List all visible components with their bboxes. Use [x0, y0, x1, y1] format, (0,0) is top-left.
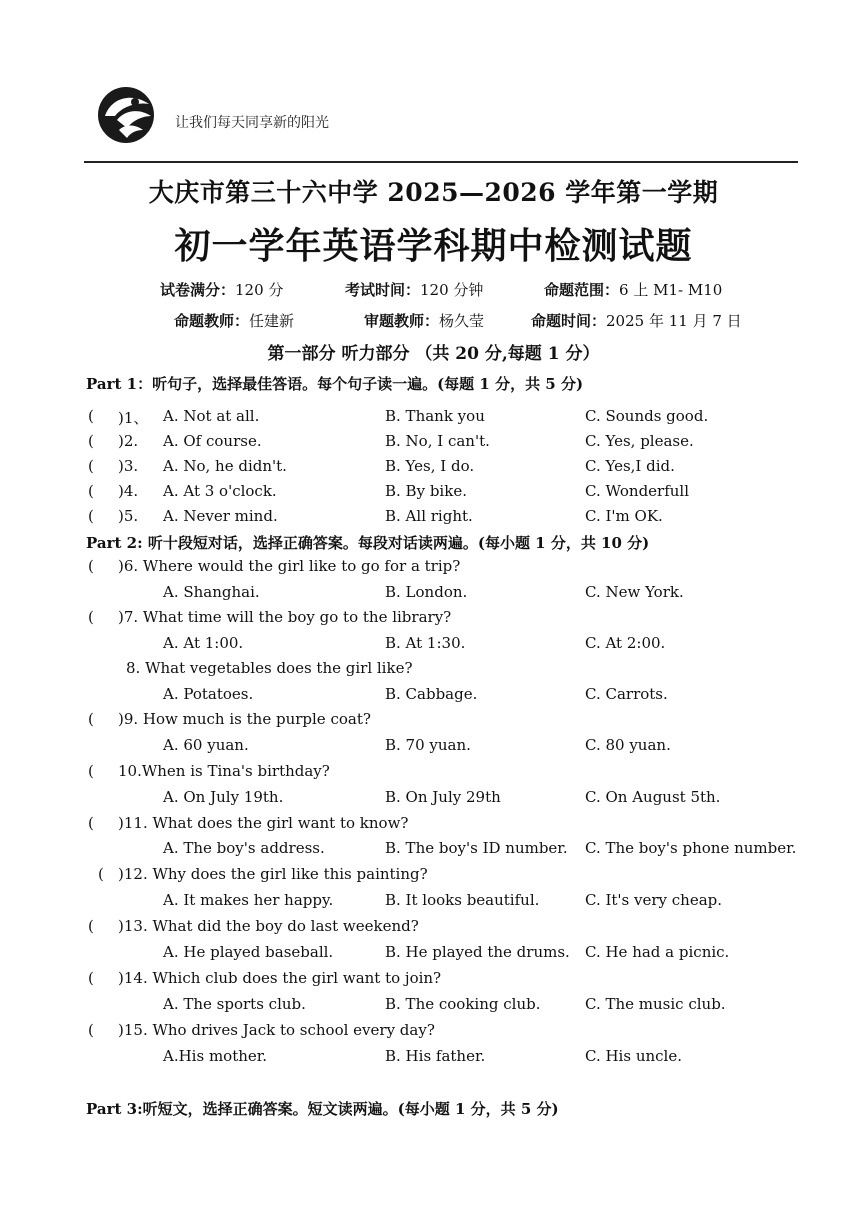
- answer-paren: (: [88, 407, 94, 425]
- option-c: C. It's very cheap.: [585, 891, 723, 909]
- options-row: [0, 634, 867, 656]
- question-number: )3.: [118, 457, 139, 475]
- options-row: [0, 995, 867, 1017]
- option-c: C. I'm OK.: [585, 507, 663, 525]
- exam-range-label: 命题范围：: [544, 281, 620, 299]
- option-b: B. London.: [385, 583, 468, 601]
- answer-paren: (: [88, 762, 94, 780]
- option-b: B. Yes, I do.: [385, 457, 475, 475]
- date-info: [531, 310, 742, 331]
- question-number: )2.: [118, 432, 139, 450]
- option-b: B. The cooking club.: [385, 995, 541, 1013]
- question-row: [0, 659, 867, 681]
- question-row: [0, 865, 867, 887]
- option-a: A. It makes her happy.: [163, 891, 334, 909]
- option-c: C. Wonderfull: [585, 482, 690, 500]
- option-a: A. The boy's address.: [163, 839, 325, 857]
- question-row: [0, 1021, 867, 1043]
- question-row: [0, 507, 867, 529]
- options-row: [0, 736, 867, 758]
- full-score-value: 120 分: [235, 281, 284, 299]
- full-score-label: 试卷满分：: [160, 281, 236, 299]
- exam-range-value: 6 上 M1- M10: [619, 281, 723, 299]
- question-text: 8. What vegetables does the girl like?: [126, 659, 413, 677]
- question-row: [0, 814, 867, 836]
- options-row: [0, 839, 867, 861]
- question-text: )12. Why does the girl like this painting?: [118, 865, 428, 883]
- answer-paren: (: [88, 969, 94, 987]
- option-c: C. On August 5th.: [585, 788, 721, 806]
- answer-paren: (: [88, 710, 94, 728]
- option-b: B. All right.: [385, 507, 473, 525]
- part2-heading: Part 2: 听十段短对话，选择正确答案。每段对话读两遍。(每小题 1 分，共 10 分): [86, 534, 650, 552]
- answer-paren: (: [88, 507, 94, 525]
- exam-time-info: [345, 279, 483, 300]
- option-c: C. Sounds good.: [585, 407, 709, 425]
- part3-heading: Part 3:听短文，选择正确答案。短文读两遍。(每小题 1 分，共 5 分): [86, 1100, 559, 1118]
- option-c: C. Yes,I did.: [585, 457, 675, 475]
- option-a: A. At 3 o'clock.: [163, 482, 277, 500]
- answer-paren: (: [88, 608, 94, 626]
- option-c: C. He had a picnic.: [585, 943, 730, 961]
- option-a: A. Not at all.: [163, 407, 260, 425]
- question-row: [0, 457, 867, 479]
- option-c: C. His uncle.: [585, 1047, 682, 1065]
- option-b: B. The boy's ID number.: [385, 839, 568, 857]
- option-a: A. On July 19th.: [163, 788, 284, 806]
- option-a: A. The sports club.: [163, 995, 306, 1013]
- question-row: [0, 762, 867, 784]
- option-a: A. Never mind.: [163, 507, 278, 525]
- question-row: [0, 710, 867, 732]
- option-a: A. No, he didn't.: [163, 457, 287, 475]
- option-a: A. Shanghai.: [163, 583, 260, 601]
- option-b: B. No, I can't.: [385, 432, 490, 450]
- option-a: A. 60 yuan.: [163, 736, 249, 754]
- option-c: C. 80 yuan.: [585, 736, 671, 754]
- question-text: )13. What did the boy do last weekend?: [118, 917, 419, 935]
- answer-paren: (: [88, 457, 94, 475]
- reviewer-info: [364, 310, 484, 331]
- option-b: B. He played the drums.: [385, 943, 570, 961]
- answer-paren: (: [88, 917, 94, 935]
- question-row: [0, 917, 867, 939]
- date-label: 命题时间：: [531, 312, 607, 330]
- answer-paren: (: [88, 1021, 94, 1039]
- question-row: [0, 608, 867, 630]
- options-row: [0, 891, 867, 913]
- option-a: A.His mother.: [163, 1047, 268, 1065]
- question-text: )9. How much is the purple coat?: [118, 710, 371, 728]
- exam-range-info: [544, 279, 722, 300]
- full-score-info: [160, 279, 283, 300]
- options-row: [0, 685, 867, 707]
- option-a: A. Of course.: [163, 432, 262, 450]
- answer-paren: (: [98, 865, 104, 883]
- header-divider: [84, 161, 798, 163]
- author-label: 命题教师：: [174, 312, 250, 330]
- option-c: C. At 2:00.: [585, 634, 666, 652]
- option-c: C. The music club.: [585, 995, 726, 1013]
- option-c: C. The boy's phone number.: [585, 839, 797, 857]
- exam-title: 初一学年英语学科期中检测试题: [174, 225, 693, 267]
- option-b: B. Thank you: [385, 407, 485, 425]
- author-value: 任建新: [249, 312, 295, 330]
- option-b: B. By bike.: [385, 482, 467, 500]
- exam-time-label: 考试时间：: [345, 281, 421, 299]
- option-b: B. Cabbage.: [385, 685, 478, 703]
- option-a: A. Potatoes.: [163, 685, 254, 703]
- exam-time-value: 120 分钟: [420, 281, 484, 299]
- question-row: [0, 969, 867, 991]
- option-a: A. He played baseball.: [163, 943, 334, 961]
- question-row: [0, 407, 867, 429]
- question-number: )1、: [118, 409, 149, 427]
- question-number: )4.: [118, 482, 139, 500]
- question-number: )5.: [118, 507, 139, 525]
- question-text: 10.When is Tina's birthday?: [118, 762, 330, 780]
- question-text: )7. What time will the boy go to the library?: [118, 608, 452, 626]
- reviewer-label: 审题教师：: [364, 312, 440, 330]
- question-text: )14. Which club does the girl want to join?: [118, 969, 442, 987]
- option-b: B. His father.: [385, 1047, 486, 1065]
- option-b: B. 70 yuan.: [385, 736, 471, 754]
- question-text: )6. Where would the girl like to go for a trip?: [118, 557, 461, 575]
- answer-paren: (: [88, 557, 94, 575]
- option-c: C. New York.: [585, 583, 684, 601]
- option-b: B. It looks beautiful.: [385, 891, 540, 909]
- options-row: [0, 788, 867, 810]
- answer-paren: (: [88, 482, 94, 500]
- question-text: )15. Who drives Jack to school every day?: [118, 1021, 435, 1039]
- options-row: [0, 583, 867, 605]
- date-value: 2025 年 11 月 7 日: [606, 312, 742, 330]
- option-b: B. On July 29th: [385, 788, 501, 806]
- reviewer-value: 杨久莹: [439, 312, 485, 330]
- option-b: B. At 1:30.: [385, 634, 466, 652]
- school-slogan: 让我们每天同享新的阳光: [175, 115, 329, 131]
- part1-heading: Part 1：听句子，选择最佳答语。每个句子读一遍。(每题 1 分，共 5 分): [86, 375, 584, 393]
- answer-paren: (: [88, 814, 94, 832]
- option-a: A. At 1:00.: [163, 634, 244, 652]
- question-row: [0, 482, 867, 504]
- option-c: C. Yes, please.: [585, 432, 694, 450]
- school-logo: [97, 86, 155, 144]
- question-text: )11. What does the girl want to know?: [118, 814, 409, 832]
- options-row: [0, 943, 867, 965]
- answer-paren: (: [88, 432, 94, 450]
- question-row: [0, 557, 867, 579]
- author-info: [174, 310, 294, 331]
- question-row: [0, 432, 867, 454]
- option-c: C. Carrots.: [585, 685, 668, 703]
- exam-school-title: 大庆市第三十六中学 2025—2026 学年第一学期: [148, 178, 719, 207]
- options-row: [0, 1047, 867, 1069]
- section-listening-heading: 第一部分 听力部分 （共 20 分,每题 1 分）: [267, 344, 600, 364]
